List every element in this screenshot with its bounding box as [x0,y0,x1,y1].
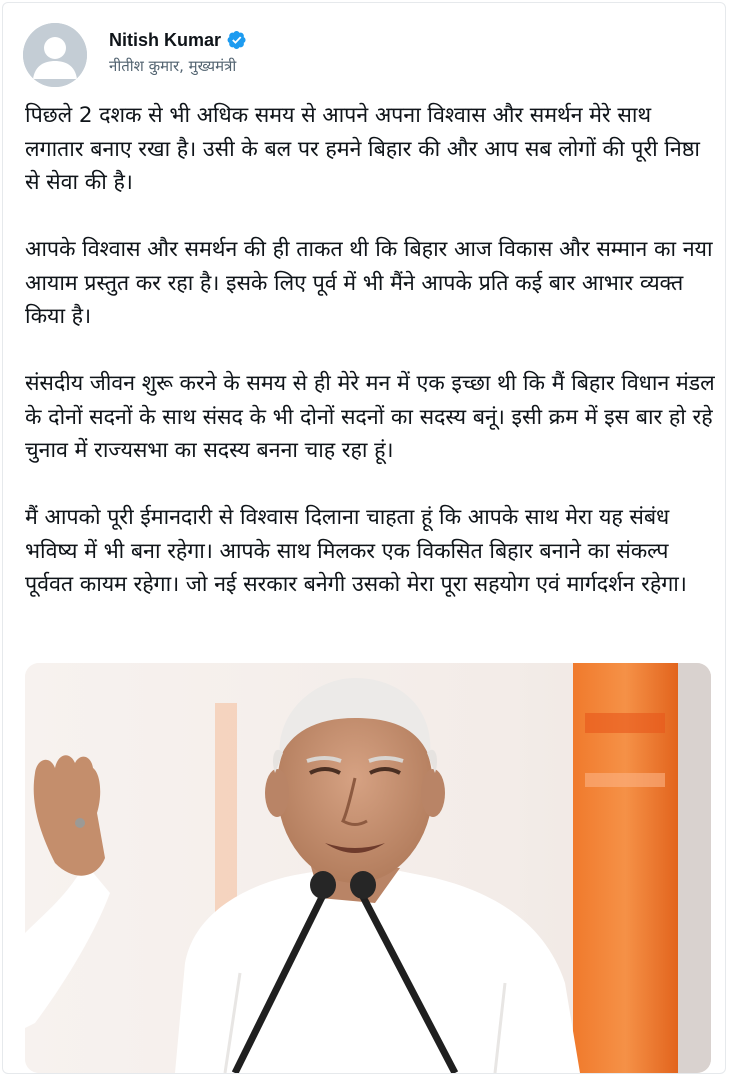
author-display-name[interactable]: Nitish Kumar [109,29,222,50]
post-photo[interactable] [25,663,711,1073]
verified-badge-icon [227,30,247,50]
author-names [109,28,247,76]
post-paragraph: संसदीय जीवन शुरू करने के समय से ही मेरे मन में एक इच्छा थी कि मैं बिहार विधान मंडल के दोनों सदनों के साथ संसद के भी दोनों सदनों का सदस्य बनूं। इसी क्रम में इस बार हो रहे चुनाव में राज्यसभा का सदस्य बनना चाह रहा हूं। [25,371,715,463]
post-card [2,2,726,1074]
default-avatar-icon[interactable] [23,23,87,87]
post-paragraph: मैं आपको पूरी ईमानदारी से विश्वास दिलाना चाहता हूं कि आपके साथ मेरा यह संबंध भविष्य में भी बना रहेगा। आपके साथ मिलकर एक विकसित बिहार बनाने का संकल्प पूर्ववत कायम रहेगा। जो नई सरकार बनेगी उसको मेरा पूरा सहयोग एवं मार्गदर्शन रहेगा। [25,505,687,597]
post-text [25,99,715,602]
post-paragraph: पिछले 2 दशक से भी अधिक समय से आपने अपना विश्वास और समर्थन मेरे साथ लगातार बनाए रखा है। उसी के बल पर हमने बिहार की और आप सब लोगों की पूरी निष्ठा से सेवा की है। [25,103,700,195]
author-title: नीतीश कुमार, मुख्यमंत्री [109,57,237,75]
post-paragraph: आपके विश्वास और समर्थन की ही ताकत थी कि बिहार आज विकास और सम्मान का नया आयाम प्रस्तुत कर रहा है। इसके लिए पूर्व में भी मैंने आपके प्रति कई बार आभार व्यक्त किया है। [25,237,713,329]
post-header [23,23,247,89]
